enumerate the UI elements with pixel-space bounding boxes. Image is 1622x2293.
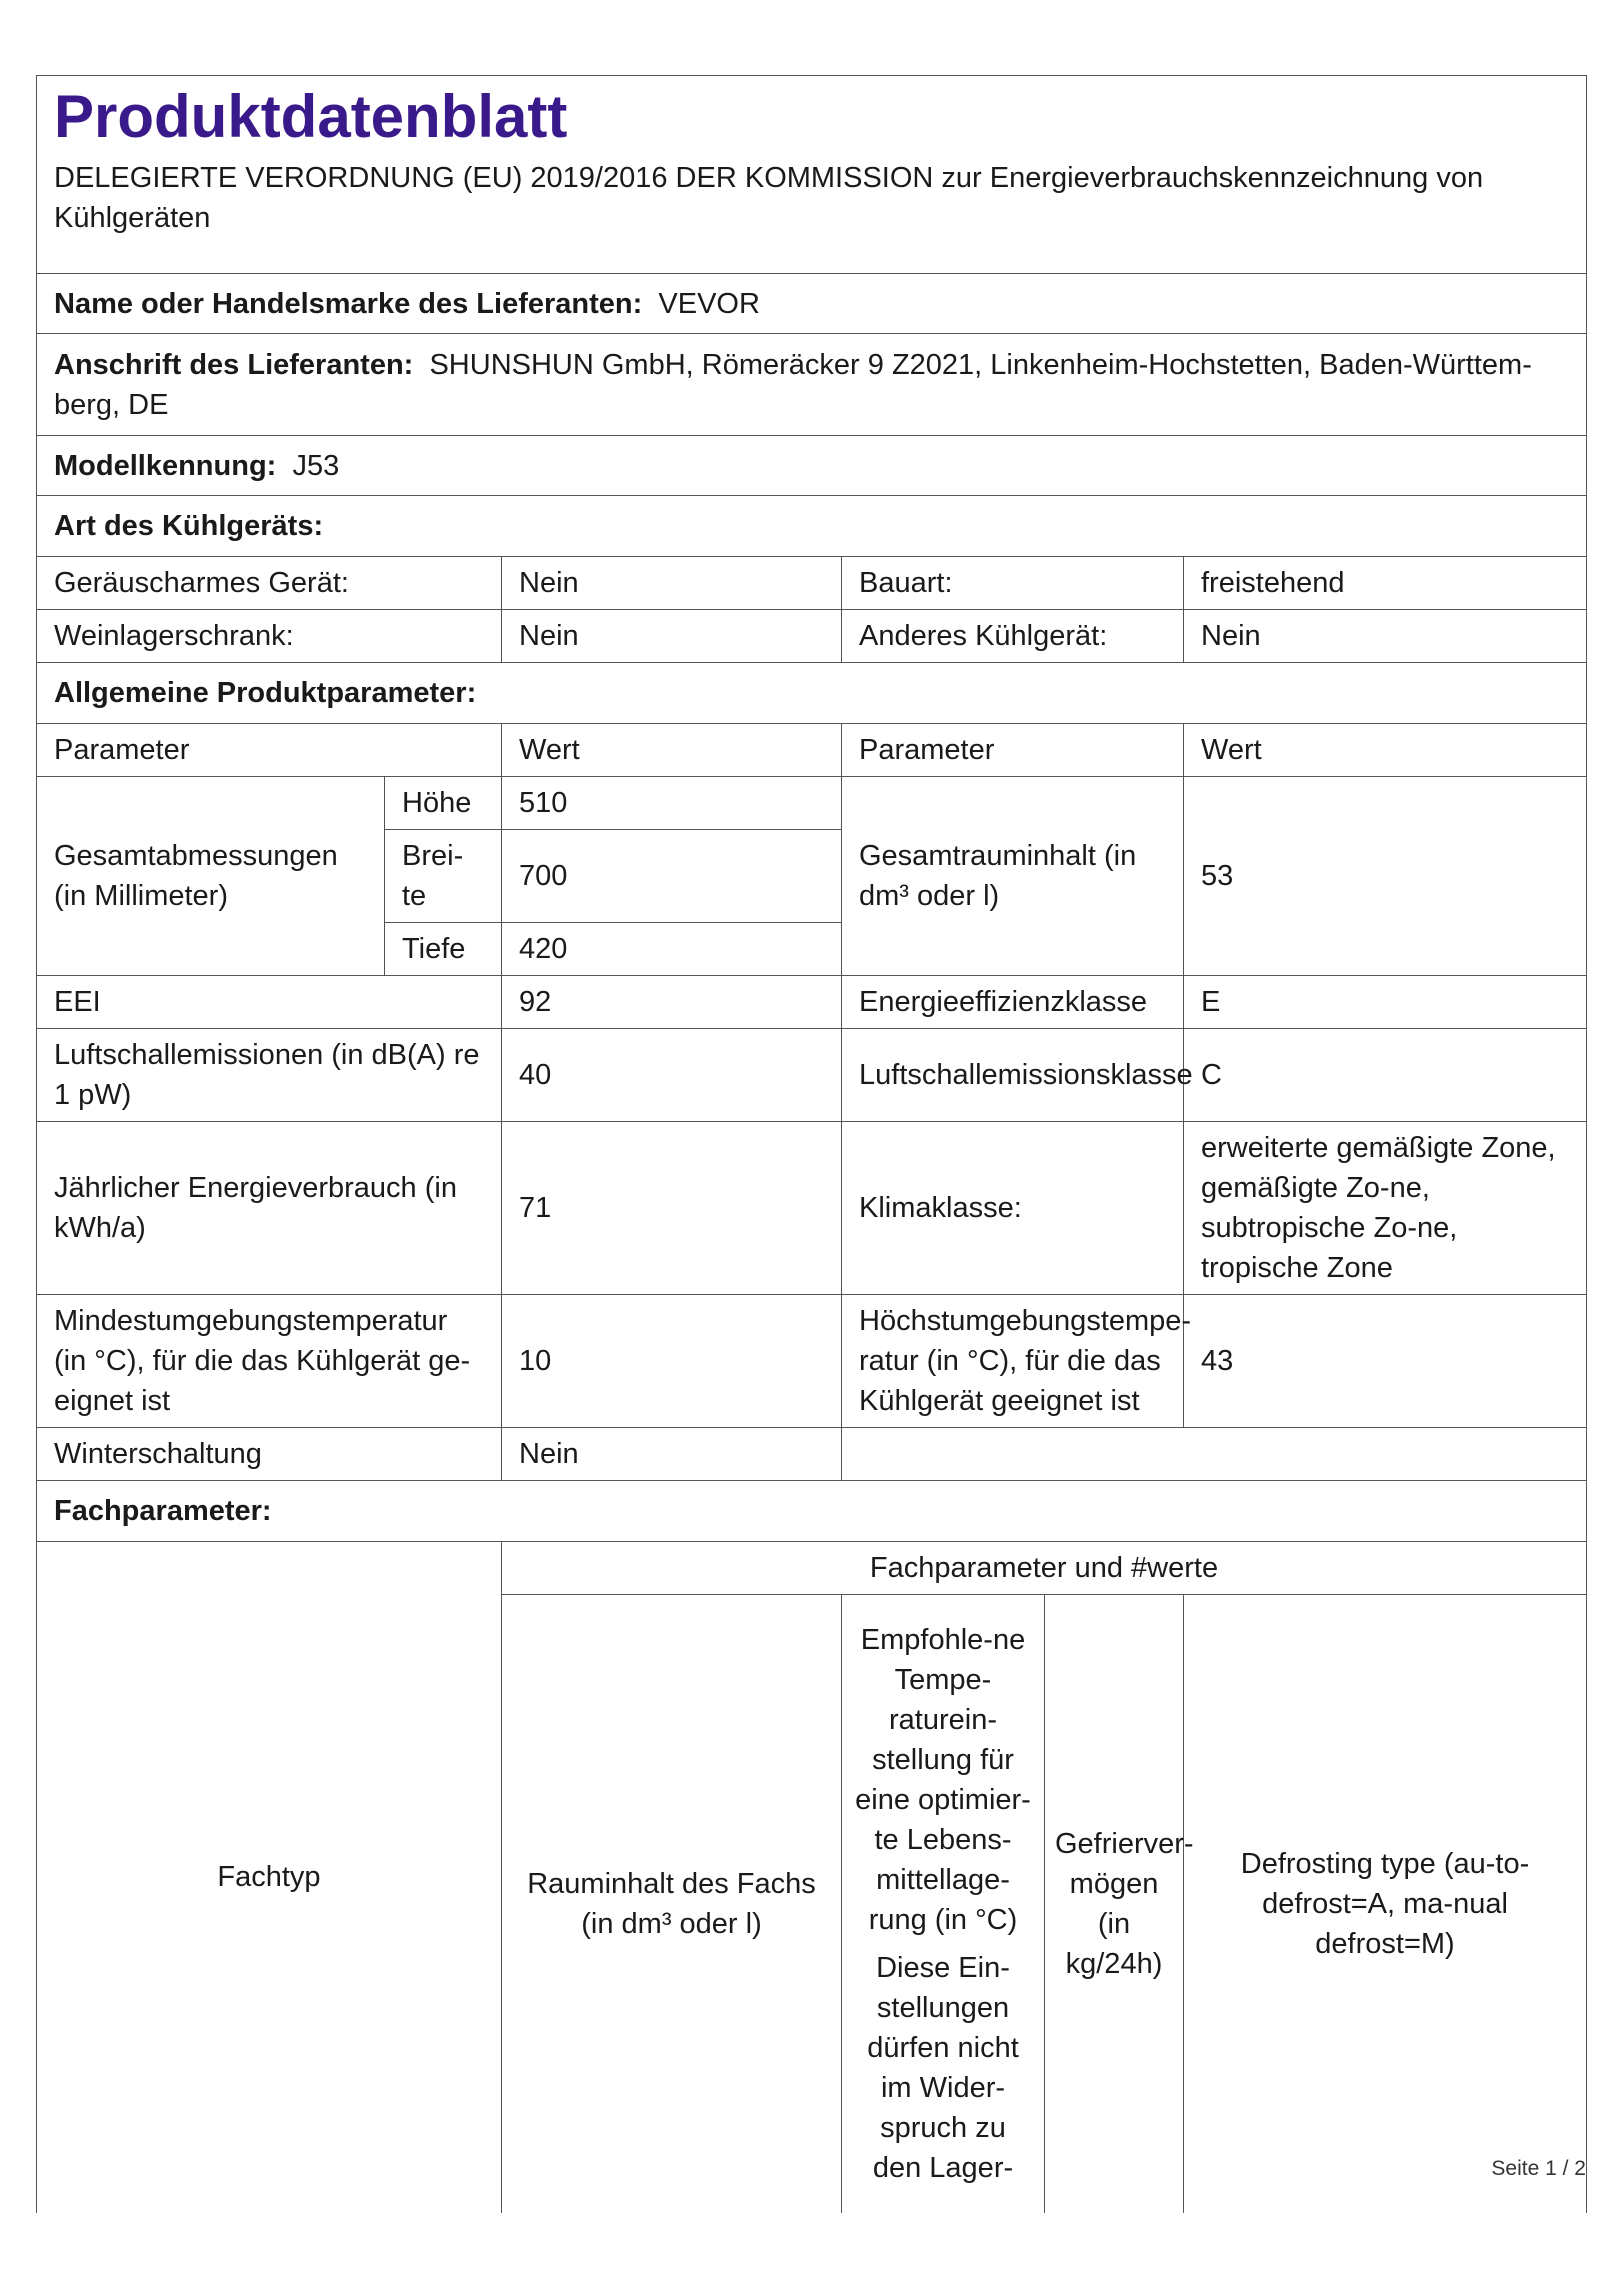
wine-cabinet-label: Weinlagerschrank: — [37, 610, 502, 663]
design-label: Bauart: — [842, 557, 1184, 610]
page-footer — [1491, 2157, 1586, 2181]
col-value: Wert — [502, 724, 842, 777]
model-label: Modellkennung: — [54, 449, 277, 482]
wine-cabinet-value: Nein — [502, 610, 842, 663]
supplier-address-value: SHUNSHUN GmbH, Römeräcker 9 Z2021, Linkenheim-Hochstetten, Baden-Württem-berg, DE — [54, 348, 1532, 421]
width-value: 700 — [502, 830, 842, 923]
noise-class-value: C — [1184, 1029, 1587, 1122]
eei-value: 92 — [502, 976, 842, 1029]
energy-class-value: E — [1184, 976, 1587, 1029]
min-temp-label: Mindestumgebungstemperatur (in °C), für die das Kühlgerät ge-eignet ist — [37, 1295, 502, 1428]
noise-class-label: Luftschallemissionsklasse — [842, 1029, 1184, 1122]
total-volume-label: Gesamtrauminhalt (in dm³ oder l) — [842, 777, 1184, 976]
noise-label: Luftschallemissionen (in dB(A) re 1 pW) — [37, 1029, 502, 1122]
col-parameter: Parameter — [37, 724, 502, 777]
eei-label: EEI — [37, 976, 502, 1029]
model-value: J53 — [292, 449, 340, 482]
max-temp-value: 43 — [1184, 1295, 1587, 1428]
noise-value: 40 — [502, 1029, 842, 1122]
page-number-label: Seite — [1491, 2157, 1540, 2180]
datasheet-table — [36, 75, 1587, 2213]
dimensions-label: Gesamtabmessungen (in Millimeter) — [37, 777, 385, 976]
height-label: Höhe — [385, 777, 502, 830]
supplier-name-value: VEVOR — [658, 287, 760, 320]
design-value: freistehend — [1184, 557, 1587, 610]
climate-class-value: erweiterte gemäßigte Zone, gemäßigte Zo-ne, subtropische Zo-ne, tropische Zone — [1184, 1122, 1587, 1295]
depth-label: Tiefe — [385, 923, 502, 976]
min-temp-value: 10 — [502, 1295, 842, 1428]
supplier-name-label: Name oder Handelsmarke des Lieferanten: — [54, 287, 643, 320]
energy-class-label: Energieeffizienzklasse — [842, 976, 1184, 1029]
annual-energy-value: 71 — [502, 1122, 842, 1295]
col-compartment-volume: Rauminhalt des Fachs (in dm³ oder l) — [502, 1595, 842, 2213]
type-heading: Art des Kühlgeräts: — [37, 496, 1587, 557]
width-label: Brei-te — [385, 830, 502, 923]
col-freezing-capacity: Gefrierver-mögen (in kg/24h) — [1045, 1595, 1184, 2213]
supplier-name-row — [37, 274, 1587, 334]
model-row — [37, 436, 1587, 496]
empty-cell — [842, 1428, 1587, 1481]
low-noise-label: Geräuscharmes Gerät: — [37, 557, 502, 610]
supplier-address-row — [37, 334, 1587, 436]
height-value: 510 — [502, 777, 842, 830]
datasheet — [36, 75, 1586, 2213]
page-title: Produktdatenblatt — [54, 83, 568, 150]
winter-label: Winterschaltung — [37, 1428, 502, 1481]
recommended-temp-note: Diese Ein-stellungen dürfen nicht im Wider-spruch zu den Lager- — [867, 1951, 1019, 2184]
supplier-address-label: Anschrift des Lieferanten: — [54, 348, 414, 381]
annual-energy-label: Jährlicher Energieverbrauch (in kWh/a) — [37, 1122, 502, 1295]
col-defrost-type: Defrosting type (au-to-defrost=A, ma-nual defrost=M) — [1184, 1595, 1587, 2213]
low-noise-value: Nein — [502, 557, 842, 610]
general-heading: Allgemeine Produktparameter: — [37, 663, 1587, 724]
page-number: 1 / 2 — [1545, 2157, 1586, 2180]
col-compartment-type: Fachtyp — [37, 1542, 502, 2213]
compartment-group-header: Fachparameter und #werte — [502, 1542, 1587, 1595]
regulation-text: DELEGIERTE VERORDNUNG (EU) 2019/2016 DER KOMMISSION zur Energieverbrauchskennzeichnung von Kühlgeräten — [54, 162, 1484, 234]
recommended-temp-text: Empfohle-ne Tempe-raturein-stellung für eine optimier-te Lebens-mittellage-rung (in °C) — [855, 1623, 1031, 1936]
climate-class-label: Klimaklasse: — [842, 1122, 1184, 1295]
col-recommended-temp — [842, 1595, 1045, 2213]
other-appliance-label: Anderes Kühlgerät: — [842, 610, 1184, 663]
compartment-heading: Fachparameter: — [37, 1481, 1587, 1542]
max-temp-label: Höchstumgebungstempe-ratur (in °C), für die das Kühlgerät geeignet ist — [842, 1295, 1184, 1428]
col-value-2: Wert — [1184, 724, 1587, 777]
total-volume-value: 53 — [1184, 777, 1587, 976]
winter-value: Nein — [502, 1428, 842, 1481]
title-cell — [37, 76, 1587, 274]
other-appliance-value: Nein — [1184, 610, 1587, 663]
depth-value: 420 — [502, 923, 842, 976]
col-parameter-2: Parameter — [842, 724, 1184, 777]
